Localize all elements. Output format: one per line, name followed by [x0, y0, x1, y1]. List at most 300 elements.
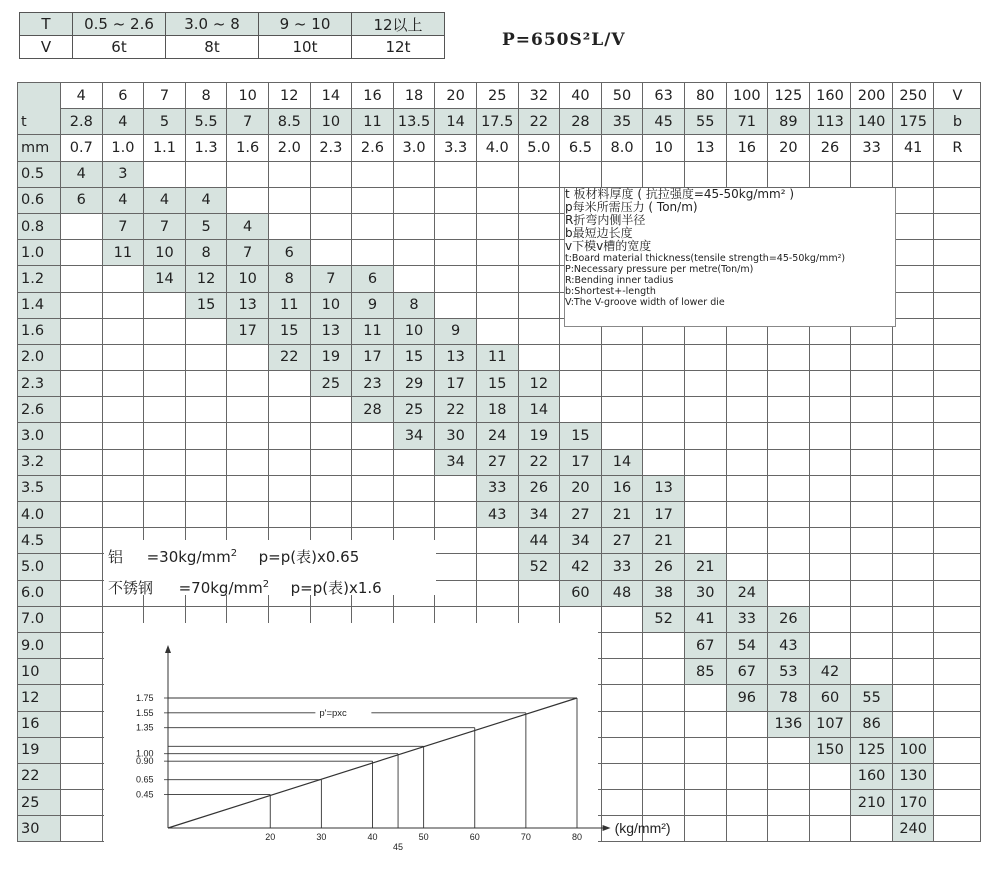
empty-cell	[268, 213, 310, 239]
empty-cell	[61, 816, 103, 842]
empty-cell	[934, 213, 981, 239]
empty-cell	[934, 763, 981, 789]
header-value-cell: 1.1	[144, 135, 186, 161]
header-value-cell: 89	[768, 109, 810, 135]
empty-cell	[310, 161, 352, 187]
thickness-cell: 25	[18, 790, 61, 816]
header-end-cell: V	[934, 83, 981, 109]
header-value-cell: 7	[144, 83, 186, 109]
empty-cell	[268, 502, 310, 528]
empty-cell	[560, 344, 602, 370]
pressure-cell: 25	[393, 397, 435, 423]
thickness-cell: 10	[18, 659, 61, 685]
pressure-cell: 26	[518, 475, 560, 501]
empty-cell	[934, 371, 981, 397]
pressure-cell: 30	[684, 580, 726, 606]
empty-cell	[102, 292, 144, 318]
pressure-cell: 43	[476, 502, 518, 528]
empty-cell	[352, 502, 394, 528]
header-v-row	[18, 83, 981, 109]
pressure-cell: 9	[352, 292, 394, 318]
header-value-cell: 2.8	[61, 109, 103, 135]
empty-cell	[310, 213, 352, 239]
empty-cell	[809, 502, 851, 528]
tonnage-cell: 12t	[352, 36, 445, 59]
empty-cell	[643, 763, 685, 789]
header-value-cell: 10	[643, 135, 685, 161]
empty-cell	[684, 344, 726, 370]
empty-cell	[934, 737, 981, 763]
pressure-cell: 17	[227, 318, 269, 344]
pressure-cell: 14	[144, 266, 186, 292]
pressure-cell: 125	[851, 737, 893, 763]
correction-chart-box	[104, 623, 671, 869]
empty-cell	[934, 292, 981, 318]
pressure-cell: 42	[560, 554, 602, 580]
empty-cell	[768, 737, 810, 763]
header-value-cell: 28	[560, 109, 602, 135]
empty-cell	[393, 187, 435, 213]
legend-cn-v: v下模v槽的宽度	[565, 239, 652, 253]
pressure-cell: 4	[144, 187, 186, 213]
pressure-cell: 7	[310, 266, 352, 292]
tonnage-table	[19, 12, 445, 59]
pressure-cell: 60	[560, 580, 602, 606]
empty-cell	[393, 266, 435, 292]
header-value-cell: 35	[601, 109, 643, 135]
pressure-cell: 25	[310, 371, 352, 397]
thickness-cell: 30	[18, 816, 61, 842]
legend-box	[564, 188, 896, 327]
empty-cell	[476, 187, 518, 213]
thickness-cell: 3.5	[18, 475, 61, 501]
empty-cell	[102, 449, 144, 475]
pressure-cell: 85	[684, 659, 726, 685]
thickness-cell: 3.0	[18, 423, 61, 449]
empty-cell	[310, 187, 352, 213]
header-value-cell: 4	[61, 83, 103, 109]
legend-en-p: P:Necessary pressure per metre(Ton/m)	[565, 264, 754, 275]
thickness-cell: 1.6	[18, 318, 61, 344]
empty-cell	[601, 685, 643, 711]
empty-cell	[726, 423, 768, 449]
pressure-cell: 42	[809, 659, 851, 685]
empty-cell	[643, 423, 685, 449]
pressure-cell: 240	[892, 816, 934, 842]
header-value-cell: 45	[643, 109, 685, 135]
empty-cell	[227, 187, 269, 213]
empty-cell	[144, 371, 186, 397]
header-value-cell: 63	[643, 83, 685, 109]
header-value-cell: 20	[435, 83, 477, 109]
pressure-cell: 52	[643, 606, 685, 632]
v-label-cell: V	[20, 36, 73, 59]
empty-cell	[768, 397, 810, 423]
table-row	[18, 397, 981, 423]
y-tick-label: 0.90	[136, 756, 154, 767]
empty-cell	[892, 240, 934, 266]
empty-cell	[227, 423, 269, 449]
empty-cell	[61, 213, 103, 239]
header-value-cell: 41	[892, 135, 934, 161]
pressure-cell: 8	[185, 240, 227, 266]
empty-cell	[476, 266, 518, 292]
empty-cell	[726, 502, 768, 528]
empty-cell	[768, 371, 810, 397]
table-row	[18, 502, 981, 528]
empty-cell	[809, 371, 851, 397]
empty-cell	[352, 187, 394, 213]
empty-cell	[684, 475, 726, 501]
pressure-formula: P=650S²L/V	[502, 30, 626, 50]
pressure-cell: 15	[560, 423, 602, 449]
empty-cell	[352, 423, 394, 449]
empty-cell	[809, 606, 851, 632]
header-end-cell: R	[934, 135, 981, 161]
empty-cell	[227, 502, 269, 528]
pressure-cell: 10	[310, 292, 352, 318]
header-value-cell: 10	[227, 83, 269, 109]
pressure-cell: 7	[227, 240, 269, 266]
stainless-line	[104, 571, 436, 602]
table-row	[18, 423, 981, 449]
header-value-cell: 26	[809, 135, 851, 161]
pressure-cell: 24	[476, 423, 518, 449]
empty-cell	[726, 449, 768, 475]
empty-cell	[726, 371, 768, 397]
empty-cell	[435, 240, 477, 266]
empty-cell	[892, 554, 934, 580]
empty-cell	[934, 475, 981, 501]
pressure-cell: 6	[268, 240, 310, 266]
empty-cell	[560, 371, 602, 397]
empty-cell	[851, 632, 893, 658]
thickness-cell: 6.0	[18, 580, 61, 606]
header-value-cell: 13	[684, 135, 726, 161]
empty-cell	[435, 187, 477, 213]
empty-cell	[934, 790, 981, 816]
pressure-cell: 150	[809, 737, 851, 763]
header-value-cell: 25	[476, 83, 518, 109]
empty-cell	[768, 423, 810, 449]
pressure-cell: 5	[185, 213, 227, 239]
empty-cell	[892, 528, 934, 554]
pressure-cell: 16	[601, 475, 643, 501]
header-value-cell: 11	[352, 109, 394, 135]
pressure-cell: 17	[560, 449, 602, 475]
empty-cell	[601, 371, 643, 397]
empty-cell	[934, 606, 981, 632]
thickness-cell: 0.5	[18, 161, 61, 187]
t-label-cell: T	[20, 13, 73, 36]
header-value-cell: 175	[892, 109, 934, 135]
empty-cell	[144, 502, 186, 528]
empty-cell	[934, 397, 981, 423]
empty-cell	[310, 423, 352, 449]
empty-cell	[643, 344, 685, 370]
empty-cell	[934, 554, 981, 580]
pressure-cell: 26	[643, 554, 685, 580]
empty-cell	[643, 397, 685, 423]
empty-cell	[185, 449, 227, 475]
header-value-cell: 1.6	[227, 135, 269, 161]
legend-cn-b: b最短边长度	[565, 226, 633, 240]
table-row	[18, 371, 981, 397]
header-end-cell: b	[934, 109, 981, 135]
empty-cell	[892, 266, 934, 292]
empty-cell	[643, 632, 685, 658]
header-value-cell: 14	[435, 109, 477, 135]
empty-cell	[934, 632, 981, 658]
pressure-cell: 86	[851, 711, 893, 737]
empty-cell	[476, 318, 518, 344]
empty-cell	[601, 344, 643, 370]
pressure-cell: 33	[601, 554, 643, 580]
empty-cell	[61, 502, 103, 528]
x-tick-label: 40	[367, 832, 378, 842]
empty-cell	[892, 161, 934, 187]
empty-cell	[185, 397, 227, 423]
pressure-cell: 21	[684, 554, 726, 580]
empty-cell	[268, 397, 310, 423]
pressure-cell: 43	[768, 632, 810, 658]
empty-cell	[476, 580, 518, 606]
empty-cell	[61, 292, 103, 318]
empty-cell	[518, 213, 560, 239]
empty-cell	[726, 397, 768, 423]
header-value-cell: 18	[393, 83, 435, 109]
pressure-cell: 41	[684, 606, 726, 632]
empty-cell	[601, 737, 643, 763]
empty-cell	[726, 816, 768, 842]
pressure-cell: 14	[601, 449, 643, 475]
empty-cell	[61, 711, 103, 737]
empty-cell	[768, 502, 810, 528]
range-cell: 12以上	[352, 13, 445, 36]
pressure-cell: 4	[185, 187, 227, 213]
x-tick-label: 80	[571, 832, 583, 842]
empty-cell	[185, 371, 227, 397]
empty-cell	[892, 187, 934, 213]
pressure-cell: 6	[61, 187, 103, 213]
empty-cell	[768, 161, 810, 187]
empty-cell	[310, 475, 352, 501]
empty-cell	[476, 554, 518, 580]
pressure-cell: 34	[518, 502, 560, 528]
y-tick-label: 1.00	[136, 748, 154, 759]
pressure-cell: 33	[476, 475, 518, 501]
tonnage-cell: 6t	[73, 36, 166, 59]
empty-cell	[851, 606, 893, 632]
empty-cell	[185, 344, 227, 370]
pressure-cell: 13	[227, 292, 269, 318]
header-value-cell: 33	[851, 135, 893, 161]
thickness-cell: 16	[18, 711, 61, 737]
tonnage-cell: 8t	[166, 36, 259, 59]
empty-cell	[684, 816, 726, 842]
empty-cell	[102, 397, 144, 423]
empty-cell	[809, 397, 851, 423]
pressure-cell: 67	[684, 632, 726, 658]
empty-cell	[476, 240, 518, 266]
empty-cell	[144, 344, 186, 370]
pressure-cell: 13	[435, 344, 477, 370]
empty-cell	[435, 292, 477, 318]
y-tick-label: 0.65	[136, 774, 154, 785]
header-b-row	[18, 109, 981, 135]
pressure-cell: 34	[435, 449, 477, 475]
empty-cell	[726, 554, 768, 580]
pressure-cell: 34	[560, 528, 602, 554]
thickness-cell: 5.0	[18, 554, 61, 580]
empty-cell	[102, 423, 144, 449]
empty-cell	[102, 266, 144, 292]
empty-cell	[352, 449, 394, 475]
empty-cell	[185, 423, 227, 449]
legend-en-t: t:Board material thickness(tensile strength=45-50kg/mm²)	[565, 253, 846, 264]
empty-cell	[684, 737, 726, 763]
pressure-cell: 34	[393, 423, 435, 449]
header-value-cell: 113	[809, 109, 851, 135]
empty-cell	[851, 449, 893, 475]
aluminum-strength: =30kg/mm	[146, 548, 231, 566]
header-r-row	[18, 135, 981, 161]
empty-cell	[310, 397, 352, 423]
empty-cell	[851, 161, 893, 187]
empty-cell	[601, 161, 643, 187]
header-value-cell: 250	[892, 83, 934, 109]
header-value-cell: 16	[726, 135, 768, 161]
empty-cell	[61, 606, 103, 632]
thickness-cell: 4.0	[18, 502, 61, 528]
empty-cell	[61, 475, 103, 501]
empty-cell	[934, 816, 981, 842]
empty-cell	[934, 266, 981, 292]
pressure-cell: 6	[352, 266, 394, 292]
empty-cell	[227, 475, 269, 501]
header-value-cell: 0.7	[61, 135, 103, 161]
empty-cell	[268, 161, 310, 187]
thickness-cell: 1.0	[18, 240, 61, 266]
empty-cell	[768, 344, 810, 370]
empty-cell	[61, 554, 103, 580]
empty-cell	[934, 240, 981, 266]
empty-cell	[393, 240, 435, 266]
empty-cell	[268, 371, 310, 397]
pressure-cell: 9	[435, 318, 477, 344]
pressure-cell: 17	[352, 344, 394, 370]
header-value-cell: 5.0	[518, 135, 560, 161]
empty-cell	[768, 763, 810, 789]
pressure-cell: 8	[393, 292, 435, 318]
material-factors	[104, 540, 436, 595]
header-value-cell: 16	[352, 83, 394, 109]
empty-cell	[601, 659, 643, 685]
x-tick-label: 50	[418, 832, 429, 842]
empty-cell	[684, 528, 726, 554]
empty-cell	[726, 763, 768, 789]
pressure-cell: 22	[518, 449, 560, 475]
thickness-cell: 9.0	[18, 632, 61, 658]
header-value-cell: 5.5	[185, 109, 227, 135]
range-cell: 0.5 ~ 2.6	[73, 13, 166, 36]
empty-cell	[352, 161, 394, 187]
empty-cell	[768, 475, 810, 501]
legend-cn-r: R折弯内侧半径	[565, 213, 646, 227]
aluminum-line	[104, 540, 436, 571]
empty-cell	[809, 763, 851, 789]
empty-cell	[892, 475, 934, 501]
empty-cell	[518, 240, 560, 266]
empty-cell	[601, 606, 643, 632]
header-value-cell: 5	[144, 109, 186, 135]
empty-cell	[892, 397, 934, 423]
pressure-cell: 17	[643, 502, 685, 528]
pressure-cell: 48	[601, 580, 643, 606]
pressure-cell: 54	[726, 632, 768, 658]
empty-cell	[892, 213, 934, 239]
pressure-cell: 4	[61, 161, 103, 187]
empty-cell	[851, 659, 893, 685]
empty-cell	[892, 344, 934, 370]
empty-cell	[809, 475, 851, 501]
empty-cell	[934, 580, 981, 606]
header-value-cell: 1.3	[185, 135, 227, 161]
header-value-cell: 8	[185, 83, 227, 109]
empty-cell	[684, 711, 726, 737]
pressure-cell: 27	[560, 502, 602, 528]
empty-cell	[809, 423, 851, 449]
header-value-cell: 7	[227, 109, 269, 135]
pressure-cell: 10	[227, 266, 269, 292]
pressure-cell: 3	[102, 161, 144, 187]
empty-cell	[61, 632, 103, 658]
empty-cell	[476, 161, 518, 187]
pressure-cell: 21	[601, 502, 643, 528]
header-value-cell: 2.3	[310, 135, 352, 161]
pressure-cell: 100	[892, 737, 934, 763]
empty-cell	[768, 554, 810, 580]
header-value-cell: 22	[518, 109, 560, 135]
header-value-cell: 1.0	[102, 135, 144, 161]
empty-cell	[185, 318, 227, 344]
empty-cell	[102, 344, 144, 370]
empty-cell	[144, 397, 186, 423]
x-tick-label: 60	[469, 832, 480, 842]
stainless-sup: 2	[262, 579, 270, 590]
table-row	[18, 161, 981, 187]
chart-title: p'=pxc	[319, 707, 347, 719]
empty-cell	[61, 685, 103, 711]
pressure-cell: 11	[476, 344, 518, 370]
empty-cell	[61, 790, 103, 816]
empty-cell	[393, 161, 435, 187]
empty-cell	[435, 580, 477, 606]
pressure-cell: 210	[851, 790, 893, 816]
tonnage-v-row	[20, 36, 445, 59]
pressure-cell: 15	[476, 371, 518, 397]
header-value-cell: 125	[768, 83, 810, 109]
pressure-cell: 11	[268, 292, 310, 318]
empty-cell	[601, 423, 643, 449]
empty-cell	[892, 371, 934, 397]
pressure-cell: 24	[726, 580, 768, 606]
y-axis-arrow	[165, 645, 171, 653]
pressure-cell: 13	[643, 475, 685, 501]
header-value-cell: 55	[684, 109, 726, 135]
empty-cell	[726, 528, 768, 554]
pressure-cell: 27	[601, 528, 643, 554]
